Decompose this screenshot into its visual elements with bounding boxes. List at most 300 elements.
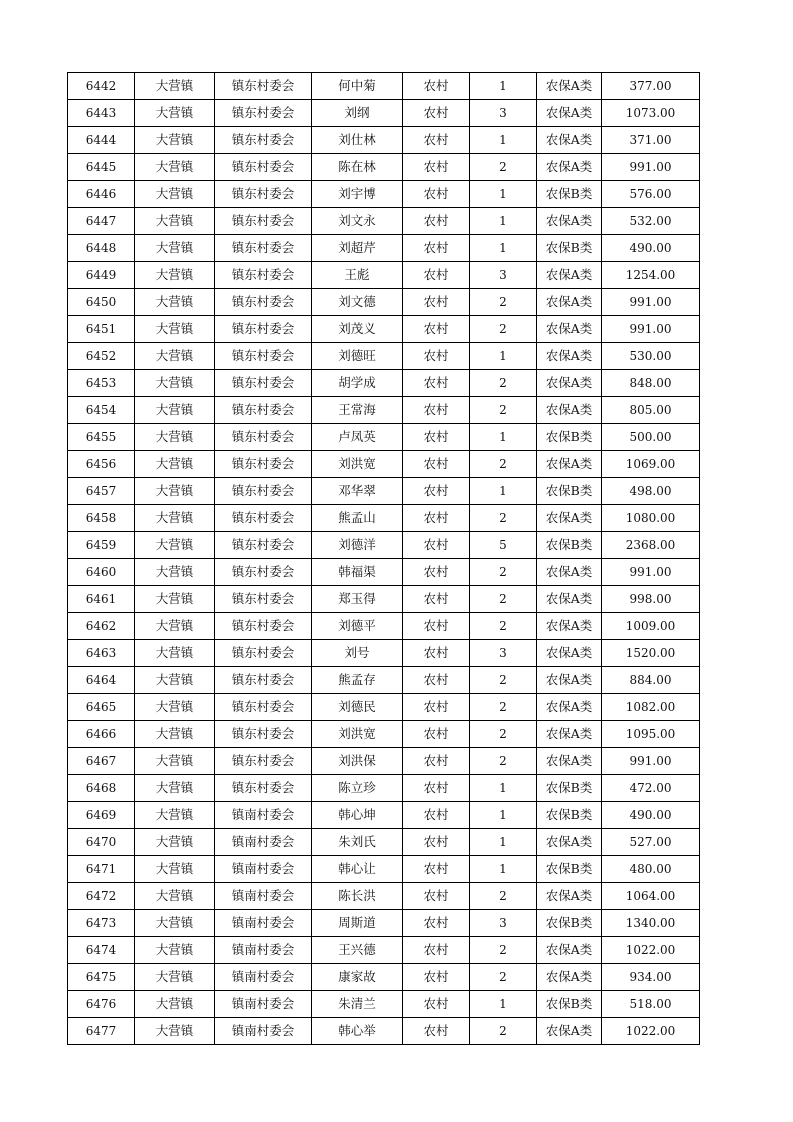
cell-town: 大营镇 [135,208,215,235]
cell-count: 2 [470,937,537,964]
cell-id: 6453 [68,370,135,397]
cell-village: 镇南村委会 [215,964,312,991]
cell-count: 1 [470,73,537,100]
cell-village: 镇东村委会 [215,640,312,667]
cell-town: 大营镇 [135,370,215,397]
cell-town: 大营镇 [135,1018,215,1045]
cell-id: 6471 [68,856,135,883]
cell-amount: 500.00 [602,424,700,451]
cell-id: 6457 [68,478,135,505]
table-row [68,181,700,208]
cell-town: 大营镇 [135,73,215,100]
cell-amount: 530.00 [602,343,700,370]
cell-town: 大营镇 [135,937,215,964]
table-row [68,532,700,559]
cell-village: 镇东村委会 [215,451,312,478]
cell-category: 农保B类 [537,181,602,208]
cell-village: 镇东村委会 [215,478,312,505]
cell-area: 农村 [403,100,470,127]
cell-amount: 991.00 [602,154,700,181]
cell-amount: 527.00 [602,829,700,856]
cell-id: 6461 [68,586,135,613]
cell-area: 农村 [403,343,470,370]
cell-area: 农村 [403,397,470,424]
cell-count: 2 [470,451,537,478]
cell-count: 1 [470,208,537,235]
cell-amount: 480.00 [602,856,700,883]
cell-village: 镇东村委会 [215,532,312,559]
cell-count: 2 [470,748,537,775]
cell-area: 农村 [403,235,470,262]
cell-amount: 576.00 [602,181,700,208]
cell-name: 何中菊 [312,73,403,100]
cell-village: 镇东村委会 [215,73,312,100]
cell-village: 镇南村委会 [215,883,312,910]
cell-village: 镇东村委会 [215,235,312,262]
cell-category: 农保A类 [537,289,602,316]
cell-id: 6476 [68,991,135,1018]
cell-name: 胡学成 [312,370,403,397]
cell-name: 刘德民 [312,694,403,721]
cell-category: 农保A类 [537,586,602,613]
cell-amount: 991.00 [602,748,700,775]
cell-area: 农村 [403,937,470,964]
cell-id: 6467 [68,748,135,775]
cell-town: 大营镇 [135,910,215,937]
cell-village: 镇南村委会 [215,829,312,856]
cell-area: 农村 [403,964,470,991]
cell-area: 农村 [403,775,470,802]
cell-count: 2 [470,370,537,397]
cell-area: 农村 [403,316,470,343]
cell-count: 2 [470,613,537,640]
cell-amount: 991.00 [602,316,700,343]
cell-name: 陈长洪 [312,883,403,910]
cell-name: 刘仕林 [312,127,403,154]
cell-count: 2 [470,883,537,910]
cell-category: 农保A类 [537,883,602,910]
cell-name: 刘洪保 [312,748,403,775]
cell-amount: 518.00 [602,991,700,1018]
cell-id: 6477 [68,1018,135,1045]
table-row [68,829,700,856]
cell-count: 1 [470,775,537,802]
cell-town: 大营镇 [135,343,215,370]
cell-amount: 1022.00 [602,937,700,964]
cell-id: 6462 [68,613,135,640]
cell-category: 农保A类 [537,748,602,775]
cell-count: 3 [470,910,537,937]
cell-area: 农村 [403,532,470,559]
table-row [68,991,700,1018]
cell-area: 农村 [403,991,470,1018]
cell-category: 农保B类 [537,775,602,802]
cell-area: 农村 [403,856,470,883]
cell-name: 刘茂义 [312,316,403,343]
table-row [68,748,700,775]
cell-name: 韩福渠 [312,559,403,586]
cell-town: 大营镇 [135,802,215,829]
table-row [68,100,700,127]
cell-village: 镇东村委会 [215,748,312,775]
cell-id: 6464 [68,667,135,694]
cell-amount: 490.00 [602,235,700,262]
cell-category: 农保A类 [537,721,602,748]
cell-name: 刘纲 [312,100,403,127]
cell-amount: 998.00 [602,586,700,613]
cell-village: 镇东村委会 [215,316,312,343]
cell-name: 熊孟存 [312,667,403,694]
table-row [68,235,700,262]
cell-amount: 1009.00 [602,613,700,640]
cell-town: 大营镇 [135,964,215,991]
cell-amount: 1080.00 [602,505,700,532]
cell-town: 大营镇 [135,478,215,505]
cell-name: 刘超芹 [312,235,403,262]
cell-id: 6460 [68,559,135,586]
cell-name: 陈立珍 [312,775,403,802]
cell-category: 农保B类 [537,802,602,829]
cell-count: 5 [470,532,537,559]
cell-village: 镇东村委会 [215,370,312,397]
table-row [68,937,700,964]
table-row [68,154,700,181]
cell-id: 6459 [68,532,135,559]
cell-name: 王兴德 [312,937,403,964]
cell-name: 韩心坤 [312,802,403,829]
cell-id: 6446 [68,181,135,208]
cell-village: 镇东村委会 [215,559,312,586]
cell-count: 1 [470,991,537,1018]
cell-area: 农村 [403,208,470,235]
cell-amount: 848.00 [602,370,700,397]
cell-amount: 1073.00 [602,100,700,127]
cell-amount: 1064.00 [602,883,700,910]
cell-village: 镇东村委会 [215,397,312,424]
cell-village: 镇东村委会 [215,775,312,802]
cell-area: 农村 [403,748,470,775]
cell-count: 1 [470,181,537,208]
cell-amount: 884.00 [602,667,700,694]
cell-village: 镇南村委会 [215,991,312,1018]
cell-category: 农保A类 [537,370,602,397]
cell-area: 农村 [403,586,470,613]
cell-amount: 472.00 [602,775,700,802]
table-row [68,451,700,478]
cell-count: 1 [470,424,537,451]
cell-name: 刘文德 [312,289,403,316]
cell-name: 刘洪宽 [312,721,403,748]
cell-category: 农保A类 [537,667,602,694]
cell-amount: 991.00 [602,559,700,586]
cell-name: 韩心举 [312,1018,403,1045]
cell-id: 6445 [68,154,135,181]
cell-name: 刘德平 [312,613,403,640]
cell-count: 3 [470,100,537,127]
cell-amount: 1254.00 [602,262,700,289]
cell-town: 大营镇 [135,694,215,721]
cell-area: 农村 [403,478,470,505]
cell-category: 农保A类 [537,964,602,991]
cell-area: 农村 [403,910,470,937]
cell-count: 2 [470,964,537,991]
cell-count: 2 [470,559,537,586]
cell-amount: 371.00 [602,127,700,154]
table-row [68,289,700,316]
cell-area: 农村 [403,154,470,181]
cell-village: 镇南村委会 [215,856,312,883]
cell-count: 2 [470,1018,537,1045]
cell-village: 镇东村委会 [215,262,312,289]
cell-town: 大营镇 [135,451,215,478]
cell-town: 大营镇 [135,181,215,208]
table-row [68,208,700,235]
cell-name: 刘洪宽 [312,451,403,478]
cell-amount: 934.00 [602,964,700,991]
table-row [68,721,700,748]
cell-id: 6451 [68,316,135,343]
table-row [68,964,700,991]
cell-category: 农保A类 [537,316,602,343]
cell-amount: 498.00 [602,478,700,505]
cell-village: 镇东村委会 [215,154,312,181]
cell-town: 大营镇 [135,856,215,883]
cell-name: 刘宇博 [312,181,403,208]
cell-category: 农保B类 [537,910,602,937]
table-row [68,910,700,937]
cell-town: 大营镇 [135,316,215,343]
cell-village: 镇东村委会 [215,667,312,694]
cell-village: 镇东村委会 [215,181,312,208]
cell-category: 农保A类 [537,73,602,100]
cell-area: 农村 [403,73,470,100]
cell-town: 大营镇 [135,748,215,775]
cell-amount: 1022.00 [602,1018,700,1045]
cell-village: 镇东村委会 [215,127,312,154]
cell-id: 6469 [68,802,135,829]
cell-id: 6475 [68,964,135,991]
cell-count: 2 [470,667,537,694]
roster-body [68,73,700,1045]
cell-town: 大营镇 [135,289,215,316]
table-row [68,1018,700,1045]
cell-area: 农村 [403,613,470,640]
table-row [68,667,700,694]
cell-name: 陈在林 [312,154,403,181]
table-row [68,613,700,640]
cell-category: 农保B类 [537,478,602,505]
cell-id: 6474 [68,937,135,964]
cell-town: 大营镇 [135,397,215,424]
cell-town: 大营镇 [135,127,215,154]
cell-id: 6468 [68,775,135,802]
table-row [68,127,700,154]
cell-amount: 2368.00 [602,532,700,559]
cell-count: 3 [470,640,537,667]
table-row [68,478,700,505]
cell-town: 大营镇 [135,505,215,532]
table-row [68,73,700,100]
cell-area: 农村 [403,667,470,694]
cell-id: 6472 [68,883,135,910]
table-row [68,262,700,289]
cell-name: 刘德旺 [312,343,403,370]
cell-name: 周斯道 [312,910,403,937]
cell-name: 王彪 [312,262,403,289]
cell-count: 1 [470,802,537,829]
cell-town: 大营镇 [135,235,215,262]
cell-town: 大营镇 [135,100,215,127]
cell-amount: 377.00 [602,73,700,100]
table-row [68,424,700,451]
cell-village: 镇东村委会 [215,208,312,235]
cell-area: 农村 [403,370,470,397]
cell-id: 6450 [68,289,135,316]
cell-id: 6444 [68,127,135,154]
cell-id: 6470 [68,829,135,856]
cell-town: 大营镇 [135,640,215,667]
cell-amount: 1069.00 [602,451,700,478]
cell-area: 农村 [403,424,470,451]
cell-town: 大营镇 [135,154,215,181]
cell-amount: 532.00 [602,208,700,235]
cell-id: 6447 [68,208,135,235]
cell-category: 农保A类 [537,694,602,721]
cell-category: 农保A类 [537,397,602,424]
cell-name: 郑玉得 [312,586,403,613]
cell-count: 2 [470,694,537,721]
cell-town: 大营镇 [135,559,215,586]
cell-id: 6443 [68,100,135,127]
table-row [68,802,700,829]
cell-town: 大营镇 [135,424,215,451]
cell-name: 邓华翠 [312,478,403,505]
cell-amount: 991.00 [602,289,700,316]
cell-category: 农保B类 [537,532,602,559]
cell-area: 农村 [403,640,470,667]
cell-count: 2 [470,586,537,613]
cell-id: 6442 [68,73,135,100]
cell-village: 镇东村委会 [215,343,312,370]
table-row [68,343,700,370]
table-row [68,370,700,397]
cell-count: 2 [470,289,537,316]
cell-id: 6465 [68,694,135,721]
table-row [68,775,700,802]
cell-count: 1 [470,829,537,856]
table-row [68,505,700,532]
roster-table [67,72,700,1045]
cell-town: 大营镇 [135,586,215,613]
cell-id: 6473 [68,910,135,937]
cell-area: 农村 [403,559,470,586]
cell-category: 农保A类 [537,829,602,856]
cell-category: 农保A类 [537,559,602,586]
cell-id: 6452 [68,343,135,370]
cell-category: 农保B类 [537,991,602,1018]
cell-area: 农村 [403,829,470,856]
table-row [68,586,700,613]
cell-count: 1 [470,343,537,370]
cell-village: 镇东村委会 [215,289,312,316]
cell-town: 大营镇 [135,883,215,910]
cell-area: 农村 [403,127,470,154]
cell-village: 镇南村委会 [215,910,312,937]
table-row [68,397,700,424]
cell-name: 熊孟山 [312,505,403,532]
cell-area: 农村 [403,181,470,208]
cell-category: 农保A类 [537,1018,602,1045]
cell-count: 1 [470,478,537,505]
cell-id: 6455 [68,424,135,451]
table-row [68,694,700,721]
cell-category: 农保A类 [537,262,602,289]
cell-area: 农村 [403,451,470,478]
cell-count: 1 [470,856,537,883]
cell-area: 农村 [403,802,470,829]
cell-town: 大营镇 [135,991,215,1018]
cell-amount: 490.00 [602,802,700,829]
cell-area: 农村 [403,883,470,910]
cell-category: 农保A类 [537,613,602,640]
cell-town: 大营镇 [135,532,215,559]
cell-town: 大营镇 [135,262,215,289]
cell-town: 大营镇 [135,613,215,640]
cell-village: 镇南村委会 [215,802,312,829]
cell-village: 镇东村委会 [215,613,312,640]
cell-village: 镇东村委会 [215,424,312,451]
cell-category: 农保B类 [537,235,602,262]
cell-amount: 805.00 [602,397,700,424]
cell-count: 1 [470,235,537,262]
cell-category: 农保A类 [537,154,602,181]
cell-area: 农村 [403,721,470,748]
cell-category: 农保A类 [537,937,602,964]
table-row [68,316,700,343]
cell-id: 6449 [68,262,135,289]
cell-name: 刘号 [312,640,403,667]
cell-village: 镇东村委会 [215,721,312,748]
cell-area: 农村 [403,694,470,721]
cell-village: 镇南村委会 [215,937,312,964]
cell-id: 6456 [68,451,135,478]
cell-name: 朱刘氏 [312,829,403,856]
table-row [68,640,700,667]
cell-town: 大营镇 [135,667,215,694]
cell-town: 大营镇 [135,829,215,856]
table-row [68,856,700,883]
cell-id: 6454 [68,397,135,424]
cell-count: 2 [470,316,537,343]
cell-area: 农村 [403,289,470,316]
cell-count: 2 [470,154,537,181]
cell-category: 农保A类 [537,451,602,478]
cell-name: 王常海 [312,397,403,424]
cell-category: 农保A类 [537,640,602,667]
cell-count: 3 [470,262,537,289]
cell-village: 镇东村委会 [215,505,312,532]
cell-area: 农村 [403,262,470,289]
cell-category: 农保A类 [537,505,602,532]
cell-category: 农保A类 [537,127,602,154]
cell-category: 农保A类 [537,100,602,127]
cell-amount: 1520.00 [602,640,700,667]
cell-town: 大营镇 [135,721,215,748]
cell-id: 6458 [68,505,135,532]
cell-amount: 1340.00 [602,910,700,937]
cell-id: 6466 [68,721,135,748]
table-row [68,883,700,910]
